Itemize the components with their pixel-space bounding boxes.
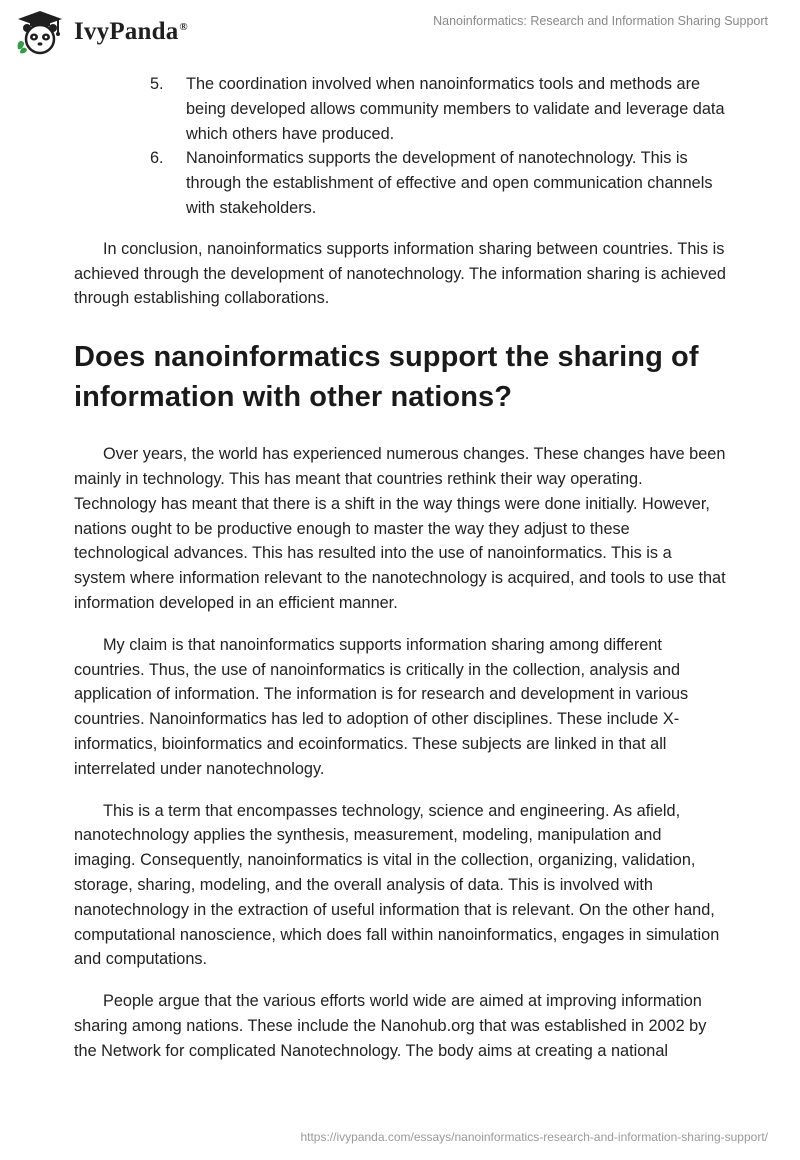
ivypanda-logo[interactable] xyxy=(14,10,188,54)
conclusion-paragraph: In conclusion, nanoinformatics supports information sharing between countries. This is achieved through the development of nanotechnology. The information sharing is achieved through establishing collaborations. xyxy=(74,239,726,308)
body-paragraph: Over years, the world has experienced numerous changes. These changes have been mainly in technology. This has meant that countries rethink their way operating. Technology has meant that there is a shift in the way things were done initially. However, nations ought to be productive enough to master the way they adjust to these technological advances. This has resulted into the use of nanoinformatics. This is a system where information relevant to the nanotechnology is acquired, and tools to use that information developed in an efficient manner. xyxy=(74,445,726,612)
body-paragraph: People argue that the various efforts world wide are aimed at improving information sharing among nations. These include the Nanohub.org that was established in 2002 by the Network for complicated Nanotechnology. The body aims at creating a national xyxy=(74,992,707,1060)
body-paragraph: My claim is that nanoinformatics supports information sharing among different countries. Thus, the use of nanoinformatics is critically in the collection, analysis and application of information. The information is for research and development in various countries. Nanoinformatics has led to adoption of other disciplines. These include X-informatics, bioinformatics and ecoinformatics. These subjects are linked in that all interrelated under nanotechnology. xyxy=(74,635,689,778)
list-item xyxy=(74,72,726,146)
body-paragraph: This is a term that encompasses technology, science and engineering. As afield, nanotechnology applies the synthesis, measurement, modeling, manipulation and imaging. Consequently, nanoinformatics is vital in the collection, organizing, validation, storage, sharing, modeling, and the overall analysis of data. This is involved with nanotechnology in the extraction of useful information that is relevant. On the other hand, computational nanoscience, which does fall within nanoinformatics, engages in simulation and computations. xyxy=(74,801,720,969)
essay-body xyxy=(74,72,726,1064)
section-heading: Does nanoinformatics support the sharing of information with other nations? xyxy=(74,341,699,414)
list-text: Nanoinformatics supports the development of nanotechnology. This is through the establishment of effective and open communication channels with stakeholders. xyxy=(186,149,713,217)
page-header xyxy=(0,0,800,60)
source-url-link[interactable]: https://ivypanda.com/essays/nanoinformatics-research-and-information-sharing-support/ xyxy=(300,1130,768,1144)
list-number: 5. xyxy=(150,75,164,93)
list-item xyxy=(74,146,726,220)
list-number: 6. xyxy=(150,149,164,168)
document-title: Nanoinformatics: Research and Information Sharing Support xyxy=(433,14,768,28)
list-text: The coordination involved when nanoinformatics tools and methods are being developed allows community members to validate and leverage data which others have produced. xyxy=(186,75,725,143)
panda-graduate-icon xyxy=(14,9,66,55)
numbered-list xyxy=(74,72,726,221)
brand-name: IvyPanda® xyxy=(74,18,188,45)
